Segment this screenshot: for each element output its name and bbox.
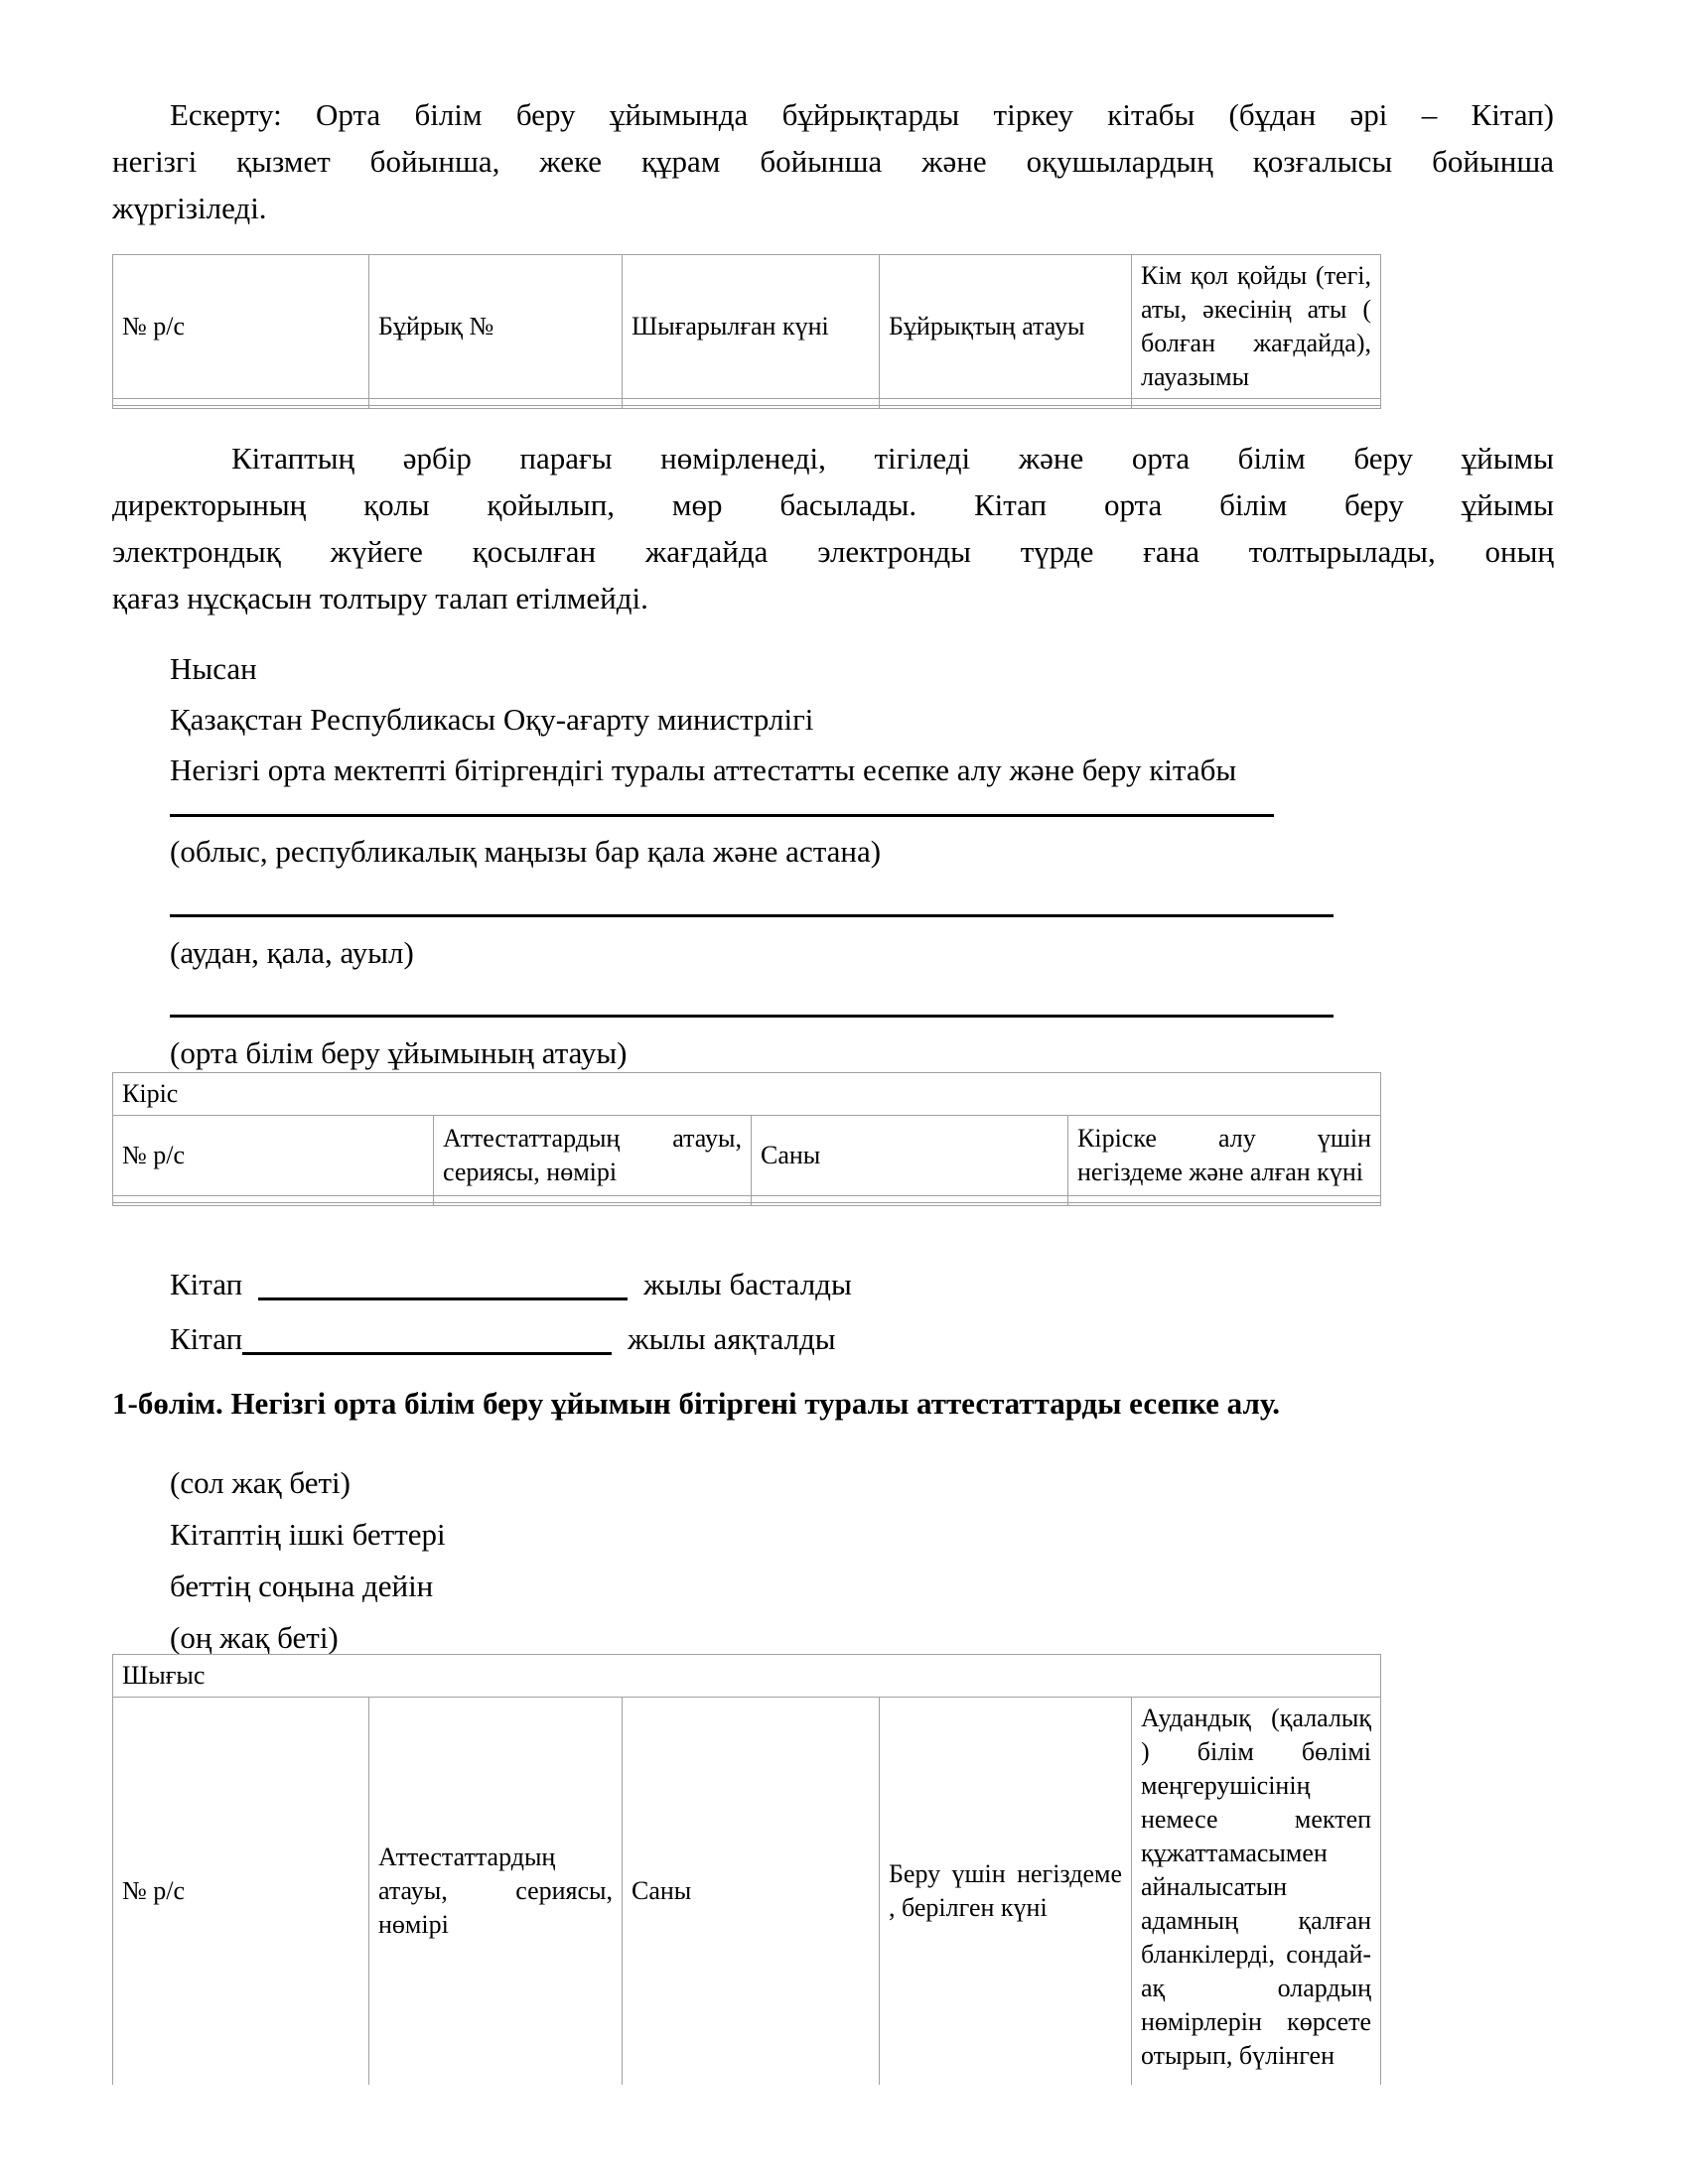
incoming-col-num: № р/с <box>113 1116 434 1196</box>
incoming-title: Кіріс <box>113 1073 1381 1116</box>
book-line: электрондық жүйеге қосылған жағдайда электронды түрде ғана толтырылады, оның <box>112 534 1554 569</box>
outgoing-col-num: № р/с <box>113 1698 369 2086</box>
outgoing-col-responsible: Аудандық (қалалық ) білім бөлімі меңгерушісінің немесе мектеп құжаттамасымен айналысатын адамның қалған бланкілерді, сондай-ақ олардың нөмірлерін көрсете отырып, бүлінген <box>1132 1698 1381 2086</box>
book-line: директорының қолы қойылып, мөр басылады. Кітап орта білім беру ұйымы <box>112 487 1554 522</box>
empty-cell <box>623 399 880 406</box>
section1-heading: 1-бөлім. Негізгі орта білім беру ұйымын бітіргені туралы аттестаттарды есепке алу. <box>112 1386 1280 1421</box>
incoming-title-row <box>113 1073 1381 1116</box>
incoming-col-basis: Кіріске алу үшін негіздеме және алған күні <box>1068 1116 1381 1196</box>
note-line: жүргізіледі. <box>112 191 267 225</box>
empty-cell <box>113 406 369 409</box>
book-started-line <box>170 1261 852 1307</box>
book-line: қағаз нұсқасын толтыру талап етілмейді. <box>112 581 648 615</box>
outgoing-col-certificate: Аттестаттардың атауы, сериясы, нөмірі <box>369 1698 623 2086</box>
orders-col-issue-date: Шығарылған күні <box>623 255 880 399</box>
orders-col-num: № р/с <box>113 255 369 399</box>
orders-col-order-title: Бұйрықтың атауы <box>880 255 1132 399</box>
until-end-note: беттің соңына дейін <box>170 1569 434 1603</box>
outgoing-table <box>112 1654 1381 2085</box>
book-finished-blank <box>242 1322 612 1355</box>
form-label: Нысан <box>170 651 257 686</box>
district-blank-line <box>170 914 1334 917</box>
book-started-blank <box>258 1268 628 1300</box>
note-line: негізгі қызмет бойынша, жеке құрам бойынша және оқушылардың қозғалысы бойынша <box>112 144 1554 179</box>
incoming-header-row <box>113 1116 1381 1196</box>
orders-col-order-no: Бұйрық № <box>369 255 623 399</box>
empty-cell <box>1068 1196 1381 1203</box>
empty-cell <box>369 406 623 409</box>
note-line: Ескерту: Орта білім беру ұйымында бұйрықтарды тіркеу кітабы (бұдан әрі – Кітап) <box>170 97 1554 132</box>
outgoing-col-basis: Беру үшін негіздеме , берілген күні <box>880 1698 1132 2086</box>
ministry-line: Қазақстан Республикасы Оқу-ағарту министрлігі <box>170 702 814 737</box>
empty-cell <box>1068 1203 1381 1206</box>
empty-cell <box>1132 406 1381 409</box>
empty-cell <box>113 399 369 406</box>
empty-cell <box>623 406 880 409</box>
orders-empty-row <box>113 406 1381 409</box>
right-page-note: (оң жақ беті) <box>170 1620 339 1655</box>
inner-pages-note: Кітаптің ішкі беттері <box>170 1517 446 1552</box>
incoming-empty-row <box>113 1203 1381 1206</box>
incoming-col-quantity: Саны <box>752 1116 1068 1196</box>
book-started-prefix: Кітап <box>170 1267 243 1301</box>
empty-cell <box>1132 399 1381 406</box>
empty-cell <box>113 1196 434 1203</box>
org-blank-label: (орта білім беру ұйымының атауы) <box>170 1035 628 1070</box>
empty-cell <box>369 399 623 406</box>
left-page-note: (сол жақ беті) <box>170 1465 351 1500</box>
book-paragraph <box>112 435 1554 621</box>
book-title-line: Негізгі орта мектепті бітіргендігі туралы аттестатты есепке алу және беру кітабы <box>170 752 1237 787</box>
empty-cell <box>880 406 1132 409</box>
orders-header-row <box>113 255 1381 399</box>
incoming-table <box>112 1072 1381 1206</box>
empty-cell <box>752 1196 1068 1203</box>
outgoing-title-row <box>113 1655 1381 1698</box>
region-blank-line <box>170 814 1274 817</box>
region-blank-label: (облыс, республикалық маңызы бар қала және астана) <box>170 834 882 869</box>
book-finished-prefix: Кітап <box>170 1321 243 1356</box>
book-finished-line <box>170 1315 836 1362</box>
orders-empty-row <box>113 399 1381 406</box>
orders-table <box>112 254 1381 409</box>
empty-cell <box>434 1203 752 1206</box>
orders-col-signed-by: Кім қол қойды (тегі, аты, әкесінің аты ( болған жағдайда), лауазымы <box>1132 255 1381 399</box>
outgoing-header-row <box>113 1698 1381 2086</box>
empty-cell <box>752 1203 1068 1206</box>
empty-cell <box>880 399 1132 406</box>
note-paragraph <box>112 91 1554 231</box>
book-line: Кітаптың әрбір парағы нөмірленеді, тігіледі және орта білім беру ұйымы <box>231 441 1554 476</box>
empty-cell <box>113 1203 434 1206</box>
org-blank-line <box>170 1015 1334 1018</box>
book-started-suffix: жылы басталды <box>643 1267 852 1301</box>
district-blank-label: (аудан, қала, ауыл) <box>170 935 414 970</box>
empty-cell <box>434 1196 752 1203</box>
incoming-col-certificate: Аттестаттардың атауы, сериясы, нөмірі <box>434 1116 752 1196</box>
book-finished-suffix: жылы аяқталды <box>628 1321 836 1356</box>
outgoing-title: Шығыс <box>113 1655 1381 1698</box>
outgoing-col-quantity: Саны <box>623 1698 880 2086</box>
incoming-empty-row <box>113 1196 1381 1203</box>
